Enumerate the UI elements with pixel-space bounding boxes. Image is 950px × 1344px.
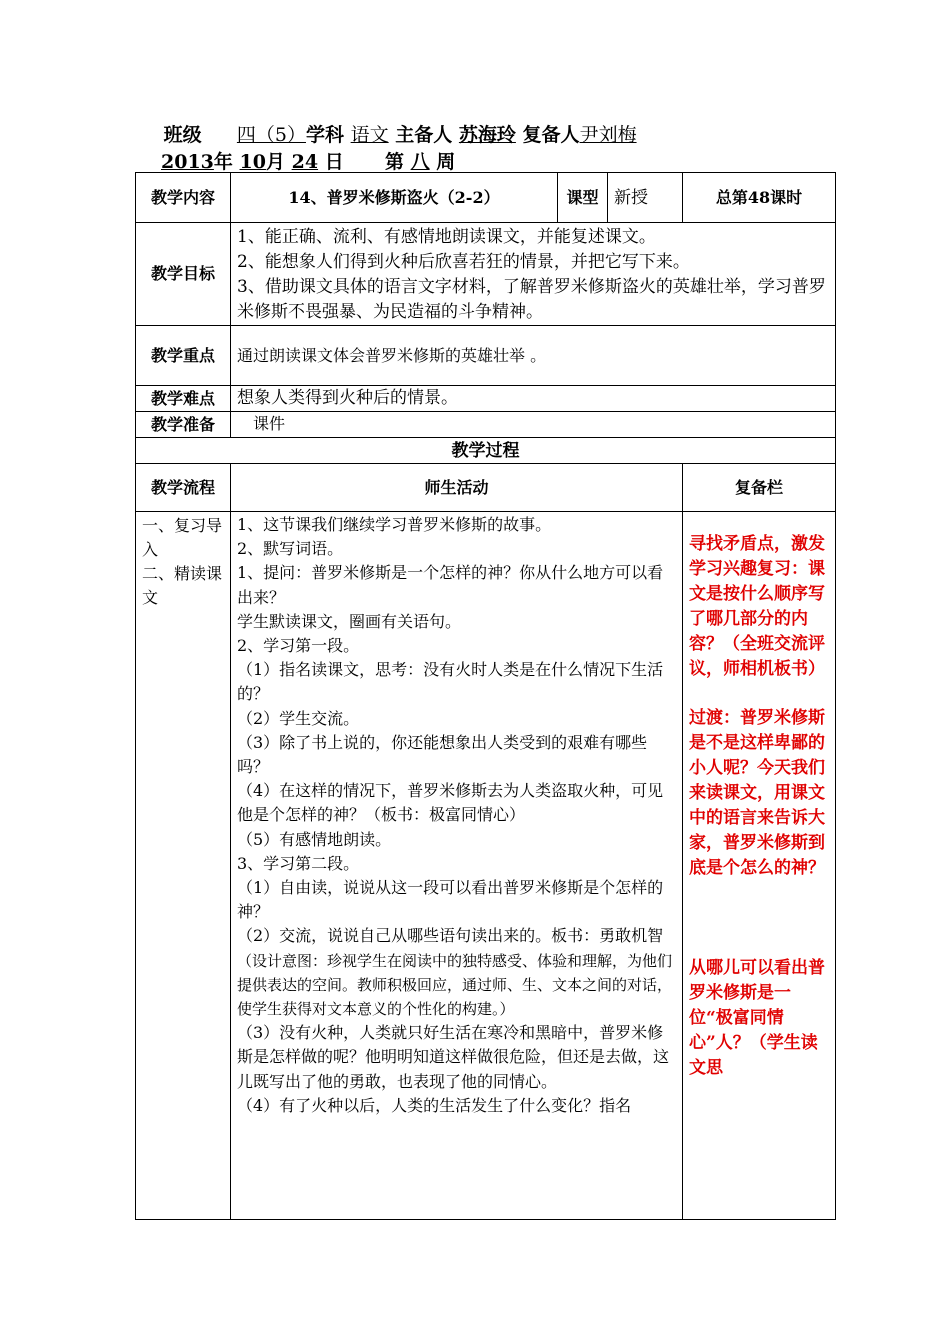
month-label: 月 xyxy=(265,151,285,173)
week-prefix: 第 xyxy=(384,151,404,173)
review-cell xyxy=(683,512,836,1220)
activity-line: （2）学生交流。 xyxy=(237,708,360,728)
review-note: 从哪儿可以看出普罗米修斯是一位“极富同情心”人？（学生读文思 xyxy=(689,958,825,1078)
activity-line: 学生默读课文，圈画有关语句。 xyxy=(237,611,462,631)
objectives-label: 教学目标 xyxy=(136,223,231,326)
lesson-plan-table xyxy=(135,172,836,1220)
prep-value: 课件 xyxy=(231,412,836,438)
process-header-row xyxy=(136,464,836,512)
flow-step: 一、复习导入 xyxy=(142,516,223,559)
activity-line: （3）除了书上说的，你还能想象出人类受到的艰难有哪些吗？ xyxy=(237,732,648,777)
co-preparer-label: 复备人 xyxy=(522,124,580,146)
activity-line: 1、提问：普罗米修斯是一个怎样的神？你从什么地方可以看出来？ xyxy=(237,563,664,607)
review-note: 过渡：普罗米修斯是不是这样卑鄙的小人呢？今天我们来读课文，用课文中的语言来告诉大家，普罗米修斯到底是个怎么的神？ xyxy=(689,708,825,878)
objective-item: 1、能正确、流利、有感情地朗读课文，并能复述课文。 xyxy=(237,227,656,247)
objectives-row xyxy=(136,223,836,326)
activity-cell xyxy=(231,512,683,1220)
process-title: 教学过程 xyxy=(136,438,836,464)
main-preparer-value: 苏海玲 xyxy=(458,124,516,146)
type-value: 新授 xyxy=(608,173,683,223)
flow-step: 二、精读课文 xyxy=(142,564,223,607)
year-value: 2013 xyxy=(161,151,214,173)
activity-line: （3）没有火种，人类就只好生活在寒冷和黑暗中，普罗米修斯是怎样做的呢？他明明知道这样做很危险，但还是去做，这儿既写出了他的勇敢，也表现了他的同情心。 xyxy=(237,1023,670,1091)
key-row xyxy=(136,326,836,386)
review-label: 复备栏 xyxy=(683,464,836,512)
day-value: 24 xyxy=(291,151,319,173)
objective-item: 3、借助课文具体的语言文字材料，了解普罗米修斯盗火的英雄壮举，学习普罗米修斯不畏强暴、为民造福的斗争精神。 xyxy=(237,277,826,322)
week-value: 八 xyxy=(410,151,430,173)
prep-row xyxy=(136,412,836,438)
activity-line: （1）自由读，说说从这一段可以看出普罗米修斯是个怎样的神？ xyxy=(237,878,664,922)
content-value: 14、普罗米修斯盗火（2-2） xyxy=(231,173,558,223)
activity-line: 3、学习第二段。 xyxy=(237,853,360,873)
activity-line: 2、学习第一段。 xyxy=(237,636,360,656)
activity-line: （4）有了火种以后，人类的生活发生了什么变化？指名 xyxy=(237,1095,632,1115)
total-lesson: 总第48课时 xyxy=(683,173,836,223)
main-preparer-label: 主备人 xyxy=(395,124,453,146)
activity-line: （5）有感情地朗读。 xyxy=(237,829,392,849)
activity-line: （1）指名读课文，思考：没有火时人类是在什么情况下生活的？ xyxy=(237,660,664,704)
class-label: 班级 xyxy=(163,124,202,146)
year-label: 年 xyxy=(213,151,233,173)
co-preparer-value: 尹刘梅 xyxy=(579,124,637,146)
difficulty-row xyxy=(136,386,836,412)
subject-label: 学科 xyxy=(305,124,344,146)
review-note: 寻找矛盾点，激发学习兴趣复习：课文是按什么顺序写了哪几部分的内容？（全班交流评议，师相机板书） xyxy=(689,534,825,679)
prep-label: 教学准备 xyxy=(136,412,231,438)
difficulty-label: 教学难点 xyxy=(136,386,231,412)
month-value: 10 xyxy=(239,151,266,173)
activity-label: 师生活动 xyxy=(231,464,683,512)
process-title-row xyxy=(136,438,836,464)
week-suffix: 周 xyxy=(436,151,456,173)
content-row xyxy=(136,173,836,223)
flow-cell xyxy=(136,512,231,1220)
content-label: 教学内容 xyxy=(136,173,231,223)
objective-item: 2、能想象人们得到火种后欣喜若狂的情景，并把它写下来。 xyxy=(237,252,690,272)
activity-design-note: （设计意图：珍视学生在阅读中的独特感受、体验和理解，为他们提供表达的空间。教师积极回应，通过师、生、文本之间的对话，使学生获得对文本意义的个性化的构建。） xyxy=(237,951,673,1019)
header-line-1 xyxy=(143,122,843,149)
objectives-cell xyxy=(231,223,836,326)
day-label: 日 xyxy=(324,151,344,173)
lesson-header xyxy=(143,122,843,176)
subject-value: 语文 xyxy=(350,124,389,146)
activity-line: （4）在这样的情况下，普罗米修斯去为人类盗取火种，可见他是个怎样的神？（板书：极富同情心） xyxy=(237,781,664,825)
activity-line: 1、这节课我们继续学习普罗米修斯的故事。 xyxy=(237,515,552,534)
difficulty-value: 想象人类得到火种后的情景。 xyxy=(231,386,836,412)
key-value: 通过朗读课文体会普罗米修斯的英雄壮举 。 xyxy=(231,326,836,386)
type-label: 课型 xyxy=(558,173,608,223)
process-body-row xyxy=(136,512,836,1220)
key-label: 教学重点 xyxy=(136,326,231,386)
flow-label: 教学流程 xyxy=(136,464,231,512)
activity-line: （2）交流，说说自己从哪些语句读出来的。板书：勇敢机智 xyxy=(237,926,664,946)
activity-line: 2、默写词语。 xyxy=(237,539,344,559)
class-value: 四（5） xyxy=(236,124,306,146)
